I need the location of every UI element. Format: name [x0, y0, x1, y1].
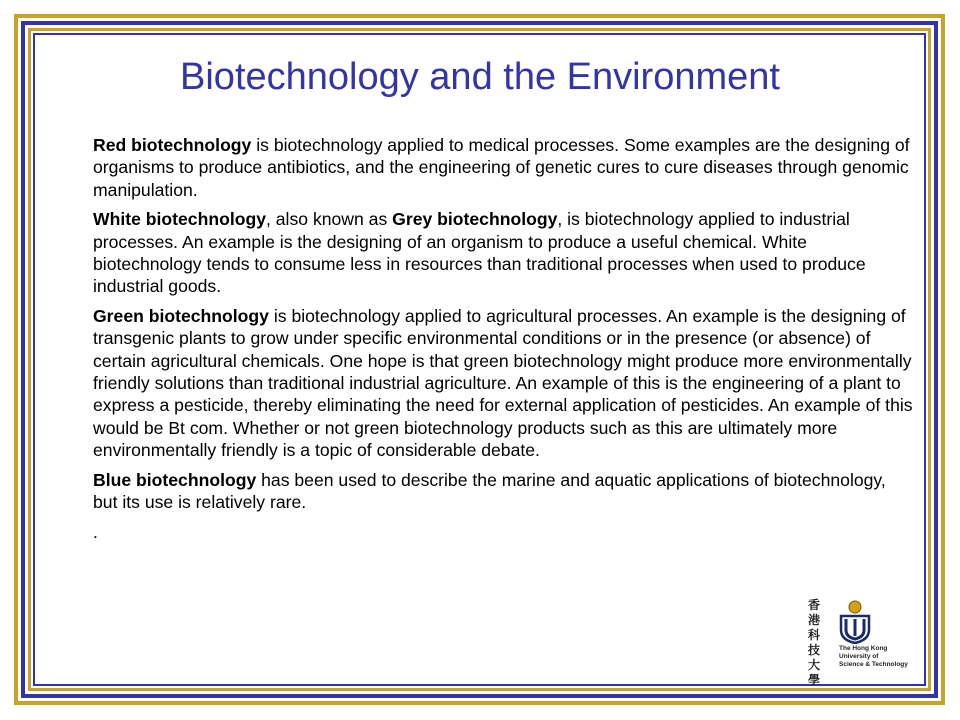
- university-logo: [803, 598, 913, 687]
- logo-english-name: [839, 645, 908, 669]
- slide-title: Biotechnology and the Environment: [180, 56, 780, 98]
- term-heading: White biotechnology: [93, 209, 266, 230]
- paragraph-text: , also known as: [266, 209, 393, 230]
- hkust-emblem-icon: [835, 600, 875, 644]
- logo-chinese-char: 技: [807, 643, 820, 657]
- term-heading: Red biotechnology: [93, 135, 252, 155]
- logo-english-line: Science & Technology: [839, 661, 908, 668]
- logo-chinese-char: 學: [807, 673, 820, 687]
- paragraph-white-biotech: [93, 208, 915, 298]
- logo-chinese-char: 香: [807, 598, 820, 612]
- paragraph-text: is biotechnology applied to agricultural processes. An example is the designing of transgenic plants to grow under specific environmental conditions or in the presence (or absence) of certain agricultural chemicals. One hope is that green biotechnology might produce more environmentally friendly solutions than traditional industrial agriculture. An example of this is the engineering of a plant to express a pesticide, thereby eliminating the need for external application of pesticides. An example of this would be Bt com. Whether or not green biotechnology products such as this are ultimately more environmentally friendly is a topic of considerable debate.: [93, 305, 913, 461]
- paragraph-blue-biotech: [93, 469, 915, 514]
- paragraph-text: , is biotechnology applied to industrial processes. An example is the designing of an organism to produce a useful chemical. White biotechnology tends to consume less in resources than traditional processes when used to produce industrial goods.: [93, 209, 866, 297]
- logo-chinese-name: [803, 598, 825, 688]
- slide-body: [93, 134, 915, 543]
- paragraph-green-biotech: [93, 305, 915, 462]
- term-heading: Green biotechnology: [93, 305, 269, 326]
- paragraph-text: has been used to describe the marine and aquatic applications of biotechnology, but its use is relatively rare.: [93, 469, 886, 513]
- logo-english-line: University of: [839, 653, 879, 660]
- logo-chinese-char: 港: [807, 613, 820, 627]
- logo-english-line: The Hong Kong: [839, 645, 888, 652]
- term-heading: Grey biotechnology: [392, 209, 558, 230]
- term-heading: Blue biotechnology: [93, 469, 257, 490]
- logo-chinese-char: 科: [807, 628, 820, 642]
- trailing-dot: .: [93, 521, 98, 542]
- logo-chinese-char: 大: [807, 658, 820, 672]
- paragraph-text: is biotechnology applied to medical processes. Some examples are the designing of organisms to produce antibiotics, and the engineering of genetic cures to cure diseases through genomic manipulation.: [93, 135, 910, 200]
- paragraph-red-biotech: [93, 134, 915, 201]
